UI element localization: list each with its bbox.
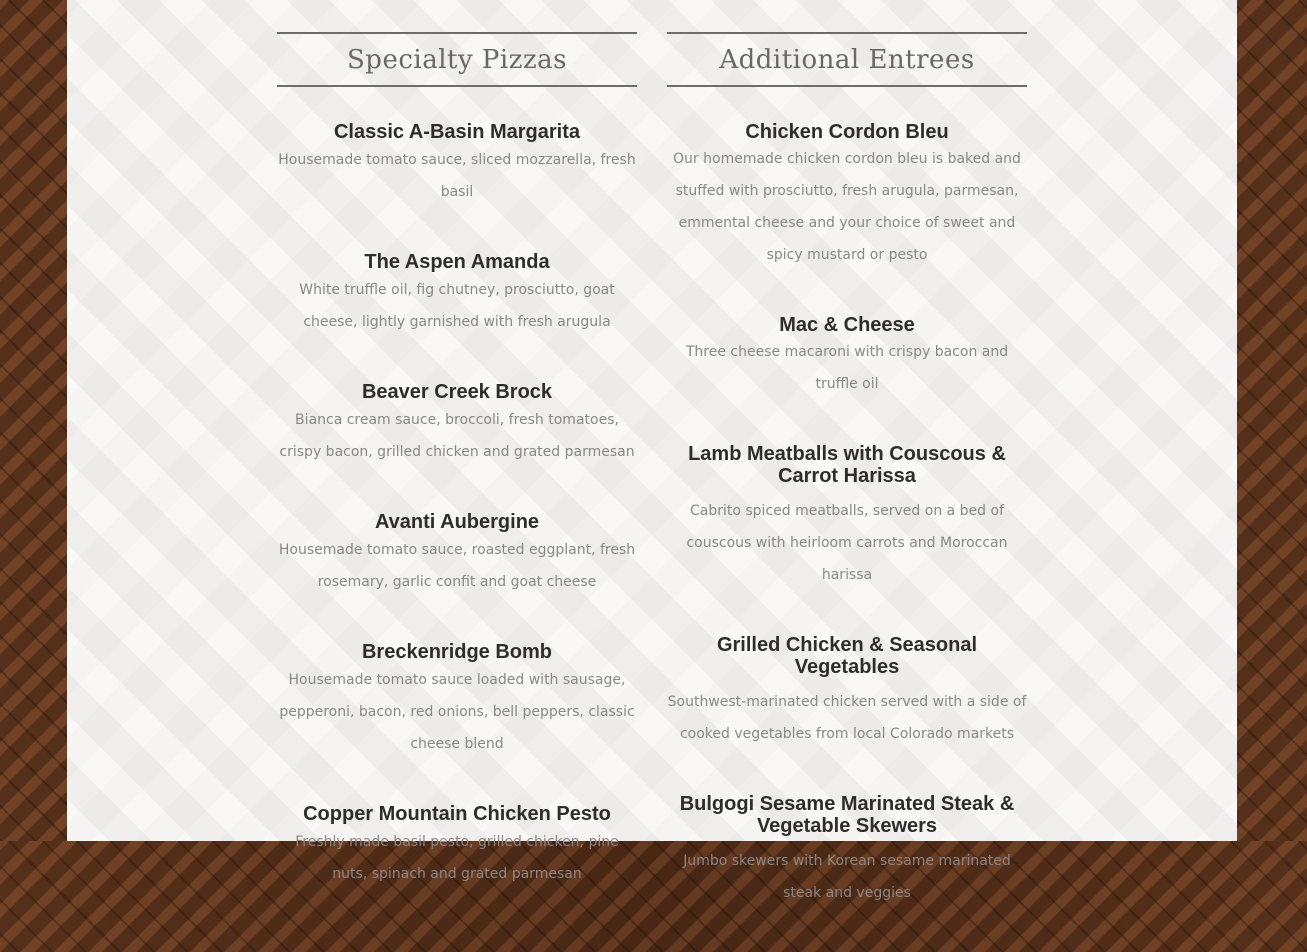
item-description: Jumbo skewers with Korean sesame marinated steak and veggies [683, 853, 1011, 901]
item-description: Three cheese macaroni with crispy bacon and truffle oil [685, 344, 1009, 392]
item-name: Bulgogi Sesame Marinated Steak & Vegetable Skewers [679, 793, 1015, 837]
menu-item [667, 793, 1027, 909]
item-name: Avanti Aubergine [374, 511, 540, 533]
wood-border-left [0, 0, 67, 841]
menu-item [277, 251, 637, 338]
item-description: Bianca cream sauce, broccoli, fresh tomatoes, crispy bacon, grilled chicken and grated parmesan [279, 412, 635, 460]
item-description: Housemade tomato sauce loaded with sausage, pepperoni, bacon, red onions, bell peppers, classic cheese blend [279, 672, 635, 752]
item-description: Southwest-marinated chicken served with a side of cooked vegetables from local Colorado markets [667, 694, 1027, 742]
wood-border-right [1237, 0, 1307, 841]
item-description: Housemade tomato sauce, sliced mozzarella, fresh basil [278, 152, 636, 200]
item-name: Mac & Cheese [779, 314, 915, 336]
menu-item [667, 443, 1027, 591]
menu-page [67, 0, 1237, 901]
section-title: Additional Entrees [719, 44, 975, 75]
menu-item [667, 634, 1027, 750]
item-name: Lamb Meatballs with Couscous & Carrot Harissa [688, 443, 1006, 487]
item-name: Chicken Cordon Bleu [745, 121, 949, 143]
menu-item [277, 803, 637, 890]
menu-item [277, 511, 637, 598]
item-name: Grilled Chicken & Seasonal Vegetables [716, 634, 978, 678]
item-description: Our homemade chicken cordon bleu is baked and stuffed with prosciutto, fresh arugula, parmesan, emmental cheese and your choice of sweet and spicy mustard or pesto [673, 151, 1021, 263]
item-description: Freshly made basil pesto, grilled chicken, pine nuts, spinach and grated parmesan [295, 834, 619, 882]
item-name: Classic A-Basin Margarita [333, 121, 580, 143]
item-name: Breckenridge Bomb [361, 641, 553, 663]
item-description: Housemade tomato sauce, roasted eggplant, fresh rosemary, garlic confit and goat cheese [278, 542, 636, 590]
menu-item [277, 381, 637, 468]
item-description: White truffle oil, fig chutney, prosciutto, goat cheese, lightly garnished with fresh arugula [299, 282, 615, 330]
specialty-pizzas-column [277, 32, 637, 933]
menu-item [277, 641, 637, 760]
menu-item [667, 121, 1027, 271]
item-name: The Aspen Amanda [364, 251, 550, 273]
section-header [277, 32, 637, 87]
additional-entrees-column [667, 32, 1027, 952]
menu-item [277, 121, 637, 208]
item-name: Copper Mountain Chicken Pesto [303, 803, 611, 825]
item-name: Beaver Creek Brock [361, 381, 553, 403]
menu-item [667, 314, 1027, 400]
section-header [667, 32, 1027, 87]
section-title: Specialty Pizzas [347, 44, 567, 75]
item-description: Cabrito spiced meatballs, served on a bed of couscous with heirloom carrots and Moroccan harissa [686, 503, 1008, 583]
